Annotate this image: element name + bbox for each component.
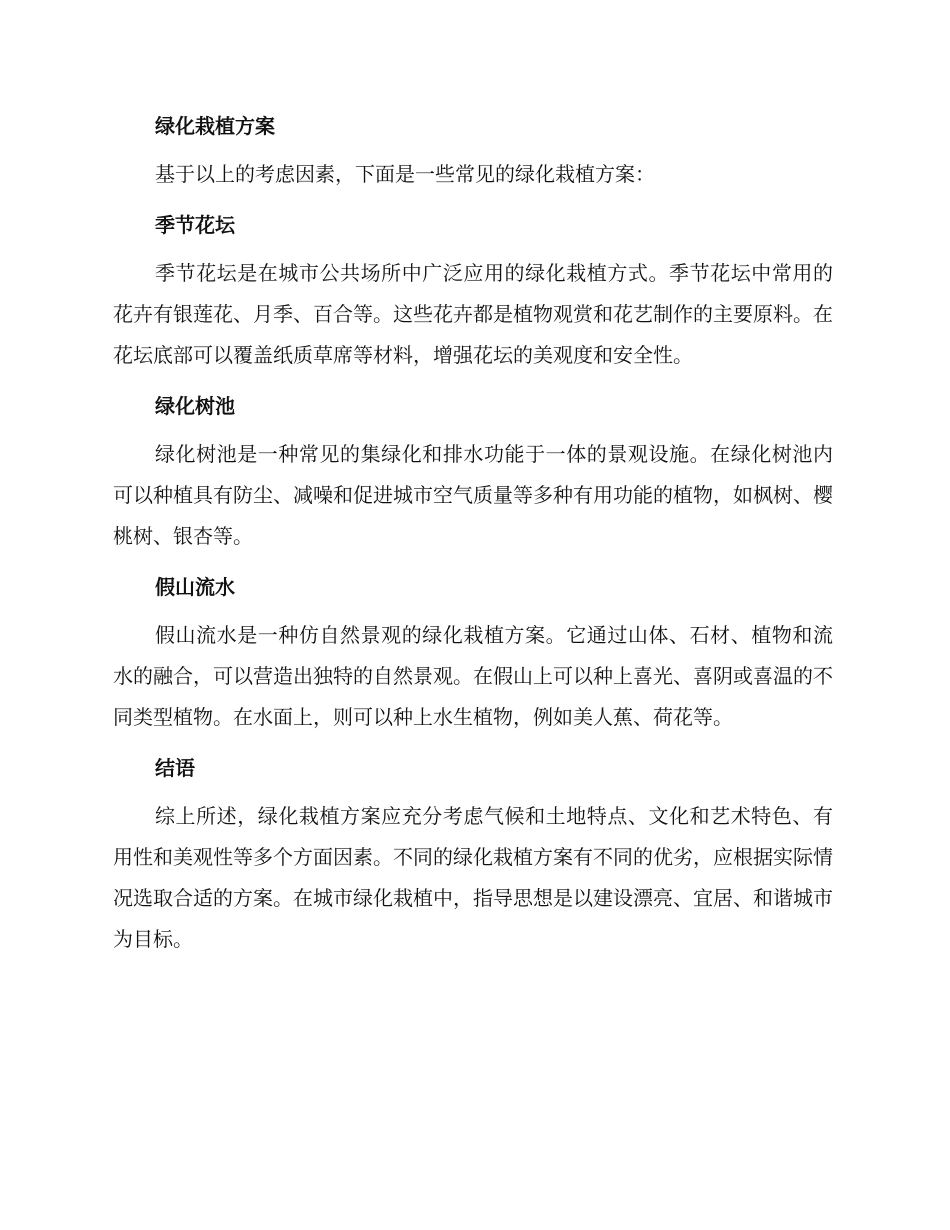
section-heading-conclusion: 结语	[155, 756, 195, 780]
section-heading-rockery-water: 假山流水	[155, 575, 235, 599]
section-paragraph: 综上所述，绿化栽植方案应充分考虑气候和土地特点、文化和艺术特色、有用性和美观性等多个方面因素。不同的绿化栽植方案有不同的优劣，应根据实际情况选取合适的方案。在城市绿化栽植中，指导思想是以建设漂亮、宜居、和谐城市为目标。	[113, 804, 833, 951]
section-heading-seasonal-flowerbed: 季节花坛	[155, 213, 235, 237]
section-paragraph: 假山流水是一种仿自然景观的绿化栽植方案。它通过山体、石材、植物和流水的融合，可以营造出独特的自然景观。在假山上可以种上喜光、喜阴或喜温的不同类型植物。在水面上，则可以种上水生植物，例如美人蕉、荷花等。	[113, 623, 833, 729]
section-heading-tree-pool: 绿化树池	[155, 394, 235, 418]
section-heading-planting-plan: 绿化栽植方案	[155, 114, 275, 138]
section-paragraph: 基于以上的考虑因素，下面是一些常见的绿化栽植方案：	[155, 162, 655, 186]
section-paragraph: 季节花坛是在城市公共场所中广泛应用的绿化栽植方式。季节花坛中常用的花卉有银莲花、月季、百合等。这些花卉都是植物观赏和花艺制作的主要原料。在花坛底部可以覆盖纸质草席等材料，增强花坛的美观度和安全性。	[113, 261, 833, 367]
document-body	[113, 108, 833, 960]
section-paragraph: 绿化树池是一种常见的集绿化和排水功能于一体的景观设施。在绿化树池内可以种植具有防尘、减噪和促进城市空气质量等多种有用功能的植物，如枫树、樱桃树、银杏等。	[113, 442, 833, 548]
